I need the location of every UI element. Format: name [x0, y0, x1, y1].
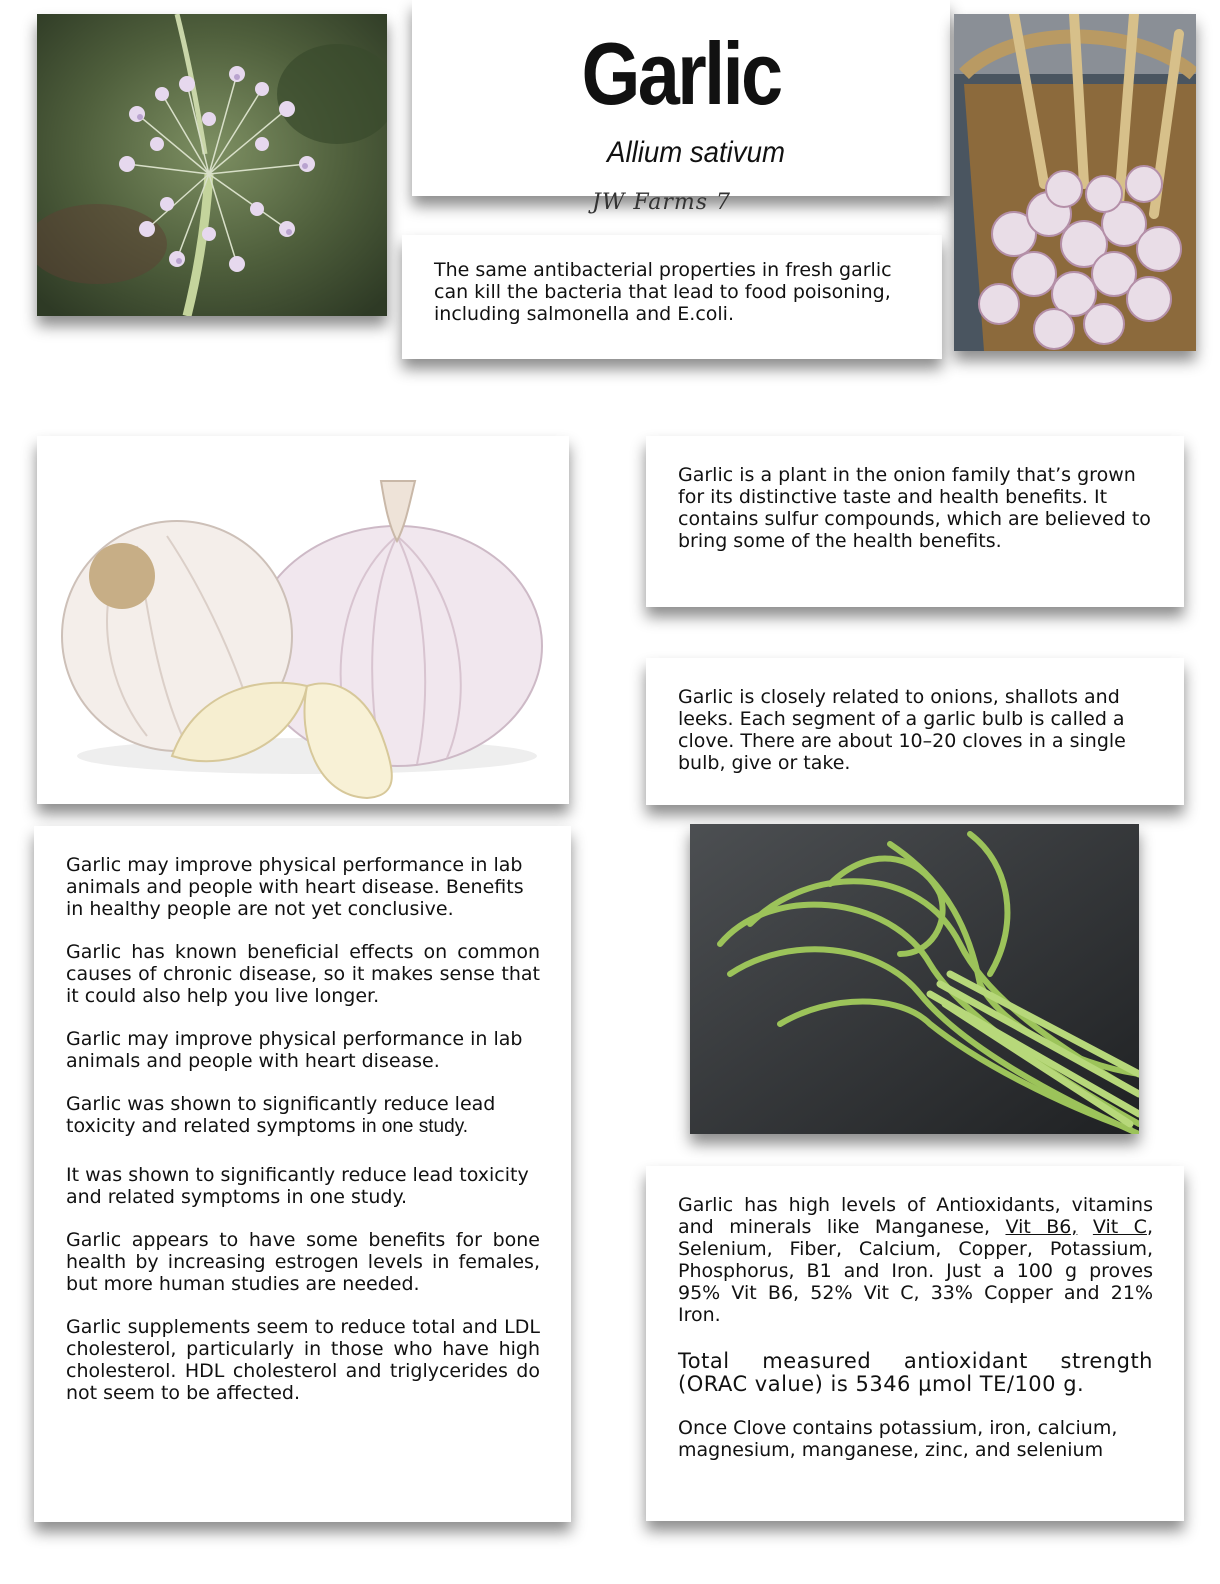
orac-paragraph: Total measured antioxidant strength (ORAC value) is 5346 µmol TE/100 g. — [678, 1349, 1153, 1396]
intro-fact-text: The same antibacterial properties in fresh garlic can kill the bacteria that lead to food poisoning, including salmonella and E.coli. — [434, 259, 892, 325]
benefit-paragraph: Garlic supplements seem to reduce total and LDL cholesterol, particularly in those who have high cholesterol. HDL cholesterol and triglycerides do not seem to be affected. — [66, 1316, 540, 1404]
benefit-paragraph: Garlic may improve physical performance in lab animals and people with heart disease. Benefits in healthy people are not yet conclusive. — [66, 854, 524, 920]
benefit-paragraph-tail: in one study. — [361, 1116, 469, 1137]
garlic-scapes-photo — [690, 824, 1139, 1134]
garlic-bulbs-photo — [37, 436, 569, 804]
related-text: Garlic is closely related to onions, shallots and leeks. Each segment of a garlic bulb is called a clove. There are about 10–20 cloves in a single bulb, give or take. — [678, 686, 1126, 774]
page-title: Garlic — [581, 24, 781, 123]
benefit-paragraph: It was shown to significantly reduce lead toxicity and related symptoms in one study. — [66, 1164, 529, 1208]
about-text: Garlic is a plant in the onion family that’s grown for its distinctive taste and health benefits. It contains sulfur compounds, which are believed to bring some of the health benefits. — [678, 464, 1151, 552]
intro-fact-card — [402, 235, 942, 359]
vitamin-c-link[interactable]: Vit C — [1092, 1216, 1147, 1238]
about-card — [646, 436, 1184, 607]
benefit-paragraph: Garlic may improve physical performance in lab animals and people with heart disease. — [66, 1028, 523, 1072]
benefit-paragraph-main: Garlic was shown to significantly reduce lead toxicity and related symptoms — [66, 1093, 496, 1137]
nutrition-intro: Garlic has high levels of Antioxidants, vitamins and minerals like Manganese, — [678, 1194, 1153, 1238]
nutrition-rest: , Selenium, Fiber, Calcium, Copper, Potassium, Phosphorus, B1 and Iron. Just a 100 g proves 95% Vit B6, 52% Vit C, 33% Copper and 21% Iron. — [678, 1216, 1153, 1326]
garlic-braid-basket-photo — [954, 14, 1196, 351]
nutrition-card — [646, 1166, 1184, 1521]
benefits-card — [34, 826, 571, 1522]
benefit-paragraph: Garlic has known beneficial effects on common causes of chronic disease, so it makes sense that it could also help you live longer. — [66, 941, 540, 1007]
clove-minerals-paragraph: Once Clove contains potassium, iron, calcium, magnesium, manganese, zinc, and selenium — [678, 1417, 1118, 1461]
title-card — [412, 0, 950, 196]
benefit-paragraph: Garlic appears to have some benefits for bone health by increasing estrogen levels in females, but more human studies are needed. — [66, 1229, 540, 1295]
signature: JW Farms 7 — [592, 190, 731, 215]
related-card — [646, 658, 1184, 805]
garlic-flower-photo — [37, 14, 387, 316]
vitamin-b6-link[interactable]: Vit B6, — [1005, 1216, 1078, 1238]
scientific-name: Allium sativum — [607, 136, 785, 169]
benefit-paragraph — [66, 1093, 540, 1138]
nutrition-paragraph — [678, 1194, 1153, 1326]
link-separator — [1077, 1216, 1092, 1238]
